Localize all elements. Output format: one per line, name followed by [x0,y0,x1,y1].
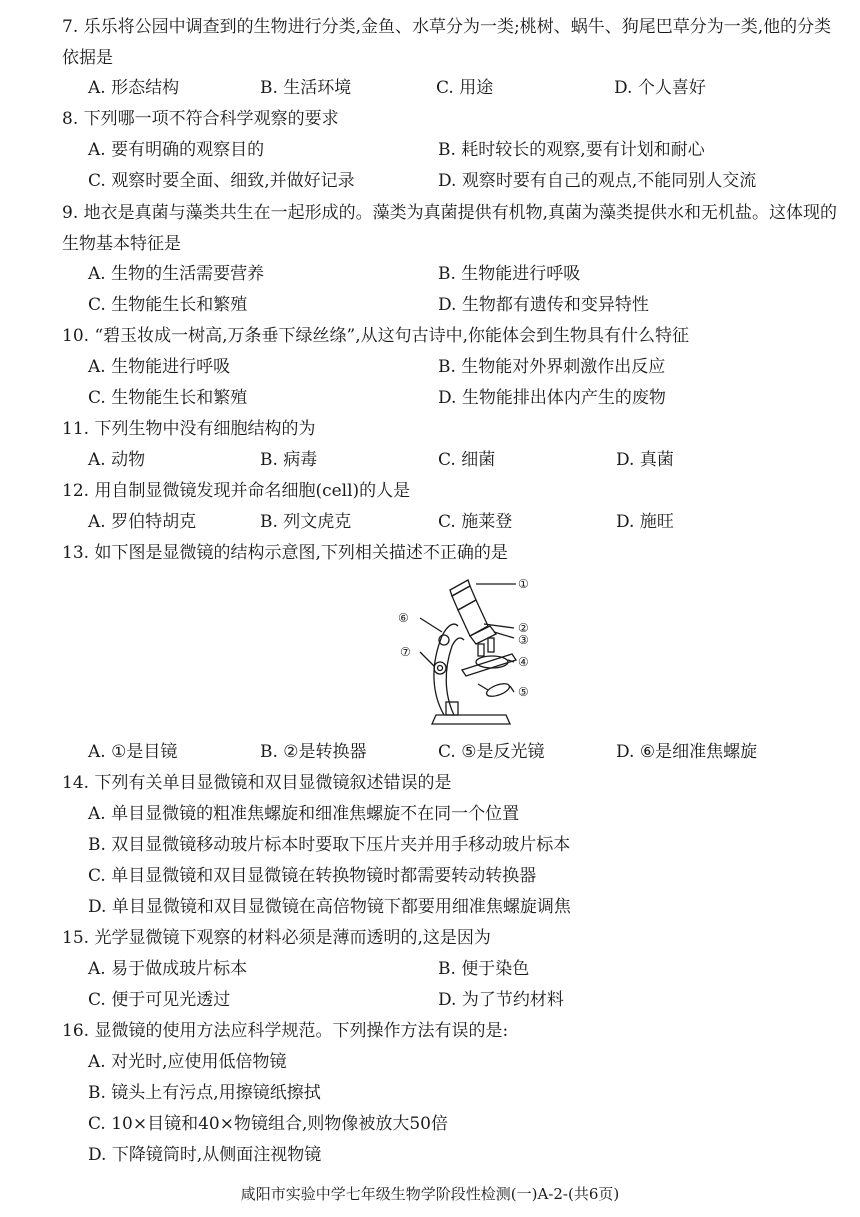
option-a: A. 对光时,应使用低倍物镜 [88,1052,287,1072]
question-9-stem: 9. 地衣是真菌与藻类共生在一起形成的。藻类为真菌提供有机物,真菌为藻类提供水和无机盐。这体现的生物基本特征是 [62,203,838,254]
question-7-stem: 7. 乐乐将公园中调查到的生物进行分类,金鱼、水草分为一类;桃树、蜗牛、狗尾巴草分为一类,他的分类依据是 [62,17,832,68]
option-a: A. 动物 [88,450,146,470]
option-b: B. 镜头上有污点,用擦镜纸擦拭 [88,1083,321,1103]
option-d: D. 单目显微镜和双目显微镜在高倍物镜下都要用细准焦螺旋调焦 [88,897,571,917]
option-c: C. 生物能生长和繁殖 [88,388,248,408]
microscope-tube-shape [458,600,488,636]
option-b: B. 双目显微镜移动玻片标本时要取下压片夹并用手移动玻片标本 [88,835,571,855]
question-12-stem: 12. 用自制显微镜发现并命名细胞(cell)的人是 [62,481,411,501]
question-8-stem: 8. 下列哪一项不符合科学观察的要求 [62,109,339,129]
microscope-diagram [392,574,552,732]
question-10-stem: 10. “碧玉妆成一树高,万条垂下绿丝绦”,从这句古诗中,你能体会到生物具有什么特征 [62,326,690,346]
option-b: B. 病毒 [260,450,318,470]
option-b: B. 列文虎克 [260,512,352,532]
option-a: A. 易于做成玻片标本 [88,959,248,979]
microscope-base-shape [432,715,510,724]
figure-label-7: ⑦ [400,645,411,659]
option-a: A. 要有明确的观察目的 [88,140,265,160]
option-c: C. 10×目镜和40×物镜组合,则物像被放大50倍 [88,1114,448,1134]
option-d: D. 下降镜筒时,从侧面注视物镜 [88,1145,322,1165]
question-15-stem: 15. 光学显微镜下观察的材料必须是薄而透明的,这是因为 [62,928,491,948]
page-footer: 咸阳市实验中学七年级生物学阶段性检测(一)A-2-(共6页) [240,1185,620,1203]
figure-label-1: ① [518,577,529,591]
option-a: A. 形态结构 [88,78,180,98]
question-16-stem: 16. 显微镜的使用方法应科学规范。下列操作方法有误的是: [62,1021,509,1041]
option-c: C. 单目显微镜和双目显微镜在转换物镜时都需要转动转换器 [88,866,537,886]
option-a: A. 单目显微镜的粗准焦螺旋和细准焦螺旋不在同一个位置 [88,804,520,824]
option-b: B. 生物能进行呼吸 [438,264,581,284]
option-a: A. ①是目镜 [88,742,178,762]
option-b: B. 生活环境 [260,78,352,98]
option-d: D. ⑥是细准焦螺旋 [616,742,758,762]
option-b: B. 生物能对外界刺激作出反应 [438,357,666,377]
option-c: C. 用途 [436,78,494,98]
question-11-stem: 11. 下列生物中没有细胞结构的为 [62,419,316,439]
option-d: D. 真菌 [616,450,674,470]
option-d: D. 个人喜好 [614,78,706,98]
option-c: C. ⑤是反光镜 [438,742,545,762]
option-b: B. ②是转换器 [260,742,367,762]
option-b: B. 便于染色 [438,959,530,979]
option-d: D. 生物能排出体内产生的废物 [438,388,666,408]
option-c: C. 细菌 [438,450,496,470]
option-c: C. 生物能生长和繁殖 [88,295,248,315]
option-b: B. 耗时较长的观察,要有计划和耐心 [438,140,705,160]
option-d: D. 为了节约材料 [438,990,564,1010]
option-c: C. 观察时要全面、细致,并做好记录 [88,171,355,191]
option-c: C. 便于可见光透过 [88,990,231,1010]
option-d: D. 观察时要有自己的观点,不能同别人交流 [438,171,757,191]
option-a: A. 生物能进行呼吸 [88,357,231,377]
option-c: C. 施莱登 [438,512,513,532]
option-a: A. 罗伯特胡克 [88,512,197,532]
figure-label-6: ⑥ [398,611,409,625]
question-14-stem: 14. 下列有关单目显微镜和双目显微镜叙述错误的是 [62,773,452,793]
question-13-stem: 13. 如下图是显微镜的结构示意图,下列相关描述不正确的是 [62,543,508,563]
option-d: D. 施旺 [616,512,674,532]
option-d: D. 生物都有遗传和变异特性 [438,295,649,315]
option-a: A. 生物的生活需要营养 [88,264,265,284]
figure-label-2: ② [518,621,529,635]
figure-label-3: ③ [518,633,529,647]
figure-label-4: ④ [518,655,529,669]
figure-label-5: ⑤ [518,685,529,699]
